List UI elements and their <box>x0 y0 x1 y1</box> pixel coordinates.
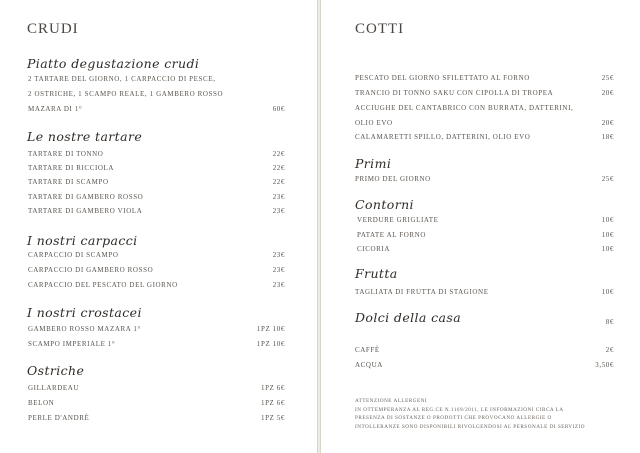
menu-row <box>28 178 285 188</box>
item-name: OLIO EVO <box>355 119 393 127</box>
item-price: 20€ <box>601 119 614 127</box>
menu-row <box>355 288 614 298</box>
menu-row <box>357 216 614 226</box>
item-name: CICORIA <box>357 245 390 253</box>
item-name: TARTARE DI SCAMPO <box>28 178 109 186</box>
item-price: 23€ <box>272 266 285 274</box>
menu-row <box>28 325 285 335</box>
menu-row <box>28 164 285 174</box>
section-heading-ostriche: Ostriche <box>27 363 85 378</box>
item-name: TAGLIATA DI FRUTTA DI STAGIONE <box>355 288 489 296</box>
item-price: 22€ <box>272 178 285 186</box>
menu-row <box>355 104 614 114</box>
menu-row <box>355 89 614 99</box>
item-price: 18€ <box>601 133 614 141</box>
menu-row <box>355 175 614 185</box>
item-price: 10€ <box>601 216 614 224</box>
item-price: 1PZ 6€ <box>260 399 285 407</box>
menu-row <box>357 231 614 241</box>
item-name: TRANCIO DI TONNO SAKU CON CIPOLLA DI TROPEA <box>355 89 554 97</box>
section-heading-dolci: Dolci della casa <box>355 310 462 325</box>
menu-row <box>28 340 285 350</box>
item-price: 10€ <box>601 245 614 253</box>
section-heading-crostacei: I nostri crostacei <box>27 305 142 320</box>
menu-row <box>355 133 614 143</box>
item-name: 2 OSTRICHE, 1 SCAMPO REALE, 1 GAMBERO ROSSO <box>28 90 224 98</box>
item-price: 23€ <box>272 251 285 259</box>
allergen-note-line: IN OTTEMPERANZA AL REG.CE N.1169/2011, LE INFORMAZIONI CIRCA LA <box>355 406 564 413</box>
item-price: 22€ <box>272 150 285 158</box>
item-name: VERDURE GRIGLIATE <box>357 216 439 224</box>
crudi-page <box>0 0 318 453</box>
section-heading-degustazione: Piatto degustazione crudi <box>27 56 200 71</box>
item-price: 3,50€ <box>595 361 614 369</box>
menu-row <box>28 251 285 261</box>
item-name: PERLE D'ANDRÈ <box>28 414 90 422</box>
item-price: 1PZ 10€ <box>256 340 285 348</box>
menu-row <box>28 384 285 394</box>
item-price: 23€ <box>272 207 285 215</box>
item-price: 60€ <box>272 105 285 113</box>
allergen-note-line: INTOLLERANZE SONO DISPONIBILI RIVOLGENDOSI AL PERSONALE DI SERVIZIO <box>355 423 586 430</box>
item-name: TARTARE DI GAMBERO ROSSO <box>28 193 144 201</box>
section-heading-contorni: Contorni <box>355 197 414 212</box>
menu-row <box>28 150 285 160</box>
item-price: 25€ <box>601 175 614 183</box>
menu-row <box>355 361 614 371</box>
section-heading-primi: Primi <box>355 156 392 171</box>
menu-row <box>28 207 285 217</box>
item-name: CARPACCIO DI GAMBERO ROSSO <box>28 266 154 274</box>
menu-row <box>357 245 614 255</box>
item-price: 20€ <box>601 89 614 97</box>
item-name: SCAMPO IMPERIALE 1° <box>28 340 116 348</box>
cotti-page <box>320 0 640 453</box>
menu-row <box>28 399 285 409</box>
menu-row <box>355 119 614 129</box>
item-name: PATATE AL FORNO <box>357 231 426 239</box>
item-price: 2€ <box>605 346 614 354</box>
item-name: TARTARE DI GAMBERO VIOLA <box>28 207 143 215</box>
section-heading-tartare: Le nostre tartare <box>27 129 143 144</box>
allergen-note-line: PRESENZA DI SOSTANZE O PRODOTTI CHE PROVOCANO ALLERGIE O <box>355 415 552 422</box>
menu-row <box>28 105 285 115</box>
item-name: BELON <box>28 399 55 407</box>
menu-row <box>355 346 614 356</box>
item-name: CARPACCIO DEL PESCATO DEL GIORNO <box>28 281 178 289</box>
item-price: 10€ <box>601 231 614 239</box>
item-name: MAZARA DI 1° <box>28 105 83 113</box>
item-price: 25€ <box>601 74 614 82</box>
item-name: 2 TARTARE DEL GIORNO, 1 CARPACCIO DI PESCE, <box>28 75 216 83</box>
item-name: PESCATO DEL GIORNO SFILETTATO AL FORNO <box>355 74 530 82</box>
crudi-title: CRUDI <box>27 21 79 37</box>
allergen-note <box>355 397 585 431</box>
menu-row <box>28 414 285 424</box>
item-price: 1PZ 10€ <box>256 325 285 333</box>
allergen-note-title: ATTENZIONE ALLERGENI <box>355 398 428 404</box>
item-price: 23€ <box>272 281 285 289</box>
item-name: ACQUA <box>355 361 383 369</box>
menu-row <box>28 90 285 100</box>
item-price: 8€ <box>605 318 614 326</box>
item-name: TARTARE DI RICCIOLA <box>28 164 115 172</box>
item-price: 10€ <box>601 288 614 296</box>
menu-row <box>28 193 285 203</box>
item-name: CAFFÈ <box>355 346 380 354</box>
item-name: PRIMO DEL GIORNO <box>355 175 431 183</box>
menu-row <box>355 74 614 84</box>
menu-row <box>28 75 285 85</box>
item-price: 22€ <box>272 164 285 172</box>
cotti-title: COTTI <box>355 21 405 37</box>
item-price: 23€ <box>272 193 285 201</box>
menu-row <box>355 318 614 328</box>
item-name: CALAMARETTI SPILLO, DATTERINI, OLIO EVO <box>355 133 531 141</box>
item-name: TARTARE DI TONNO <box>28 150 104 158</box>
item-name: GAMBERO ROSSO MAZARA 1° <box>28 325 141 333</box>
item-name: ACCIUGHE DEL CANTABRICO CON BURRATA, DATTERINI, <box>355 104 574 112</box>
item-price: 1PZ 5€ <box>260 414 285 422</box>
section-heading-carpacci: I nostri carpacci <box>27 233 138 248</box>
item-name: CARPACCIO DI SCAMPO <box>28 251 119 259</box>
menu-row <box>28 266 285 276</box>
section-heading-frutta: Frutta <box>355 266 398 281</box>
menu-row <box>28 281 285 291</box>
item-name: GILLARDEAU <box>28 384 80 392</box>
item-price: 1PZ 6€ <box>260 384 285 392</box>
